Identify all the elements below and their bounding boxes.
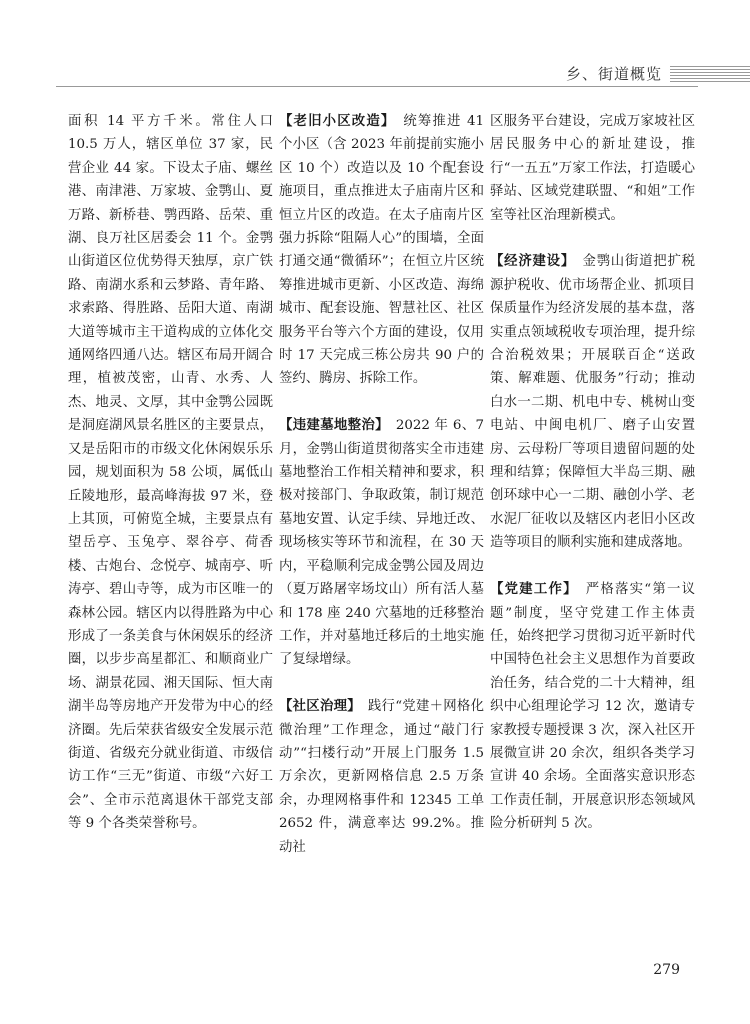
section-body: 践行“党建＋网格化微治理”工作理念，通过“敲门行动”“扫楼行动”开展上门服务 1.5 万余次，更新网格信息 2.5 万条余，办理网格事件和 12345 工单 2652 件，满意率达 99.2%。推动社 [279, 699, 484, 855]
section-party-building [490, 578, 695, 835]
section-heading: 【老旧小区改造】 [279, 114, 389, 129]
section-old-community-renovation [279, 110, 484, 391]
intro-paragraph: 面积 14 平方千米。常住人口 10.5 万人，辖区单位 37 家，民营企业 44 家。下设太子庙、螺丝港、南津港、万家坡、金鹗山、夏万路、新桥巷、鹗西路、岳荣、重湖、良万社区居委会 11 个。金鹗山街道区位优势得天独厚，京广铁路、南湖水系和云梦路、青年路、求索路、得胜路、岳阳大道、南湖大道等城市主干道构成的立体化交通网络四通八达。辖区布局开阔合理，植被茂密，山青、水秀、人杰、地灵、文厚，其中金鹗公园既是洞庭湖风景名胜区的主要景点，又是岳阳市的市级文化休闲娱乐乐园，规划面积为 58 公顷，属低山丘陵地形，最高峰海拔 97 米，登上其顶，可俯览全城，主要景点有望岳亭、玉兔亭、翠谷亭、荷香楼、古炮台、念悦亭、城南亭、听涛亭、碧山寺等，成为市区唯一的森林公园。辖区内以得胜路为中心形成了一条美食与休闲娱乐的经济圈，以步步高星都汇、和顺商业广场、湖景花园、湘天国际、恒大南湖半岛等房地产开发带为中心的经济圈。先后荣获省级安全发展示范街道、省级充分就业街道、市级信访工作“三无”街道、市级“六好工会”、全市示范离退休干部党支部等 9 个各类荣誉称号。 [68, 114, 273, 832]
section-body: 统筹推进 41 个小区（含 2023 年前提前实施小区 10 个）改造以及 10 个配套设施项目，重点推进太子庙南片区和恒立片区的改造。在太子庙南片区强力拆除“阻隔人心”的围墙，全面打通交通“微循环”；在恒立片区统筹推进城市更新、小区改造、海绵城市、配套设施、智慧社区、社区服务平台等六个方面的建设，仅用时 17 天完成三栋公房共 90 户的签约、腾房、拆除工作。 [279, 114, 484, 387]
section-community-governance [279, 695, 484, 859]
section-illegal-cemetery-rectification [279, 414, 484, 671]
section-heading: 【社区治理】 [279, 699, 355, 715]
community-governance-continued: 区服务平台建设，完成万家坡社区居民服务中心的新址建设，推行“一五五”万家工作法，打造暖心驿站、区域党建联盟、“和姐”工作室等社区治理新模式。 [490, 114, 695, 223]
section-body: 严格落实“第一议题”制度，坚守党建工作主体责任，始终把学习贯彻习近平新时代中国特色社会主义思想作为首要政治任务，结合党的二十大精神，组织中心组理论学习 12 次，邀请专家教授专题授课 3 次，深入社区开展微宣讲 20 余次，组织各类学习宣讲 40 余场。全面落实意识形态工作责任制，开展意识形态领域风险分析研判 5 次。 [490, 582, 695, 832]
section-economic-construction [490, 250, 695, 554]
section-title: 乡、街道概览 [565, 65, 662, 83]
section-body: 2022 年 6、7 月，金鹗山街道贯彻落实全市违建墓地整治工作相关精神和要求，积极对接部门、争取政策，制订规范墓地安置、认定手续、异地迁改、现场核实等环节和流程，在 30 天内，平稳顺利完成金鹗公园及周边（夏万路屠宰场坟山）所有活人墓和 178 座 240 穴墓地的迁移整治工作，并对墓地迁移后的土地实施了复绿增绿。 [279, 418, 484, 668]
column-1 [68, 110, 273, 836]
header-divider [56, 86, 698, 87]
section-heading: 【经济建设】 [490, 254, 569, 270]
section-heading: 【违建墓地整治】 [279, 418, 383, 434]
page-number: 279 [653, 962, 680, 978]
header-stripe-decoration [670, 66, 750, 82]
column-3 [490, 110, 695, 836]
section-body: 金鹗山街道把扩税源护税收、优市场帮企业、抓项目保质量作为经济发展的基本盘，落实重点领域税收专项治理，提升综合治税效果；开展联百企“送政策、解难题、优服务”行动；推动白水一二期、机电中专、桃树山变电站、中闽电机厂、磨子山安置房、云母粉厂等项目遗留问题的处理和结算；保障恒大半岛三期、融创环球中心一二期、融创小学、老水泥厂征收以及辖区内老旧小区改造等项目的顺利实施和建成落地。 [490, 254, 696, 551]
section-heading: 【党建工作】 [490, 582, 572, 598]
column-2 [279, 110, 484, 859]
